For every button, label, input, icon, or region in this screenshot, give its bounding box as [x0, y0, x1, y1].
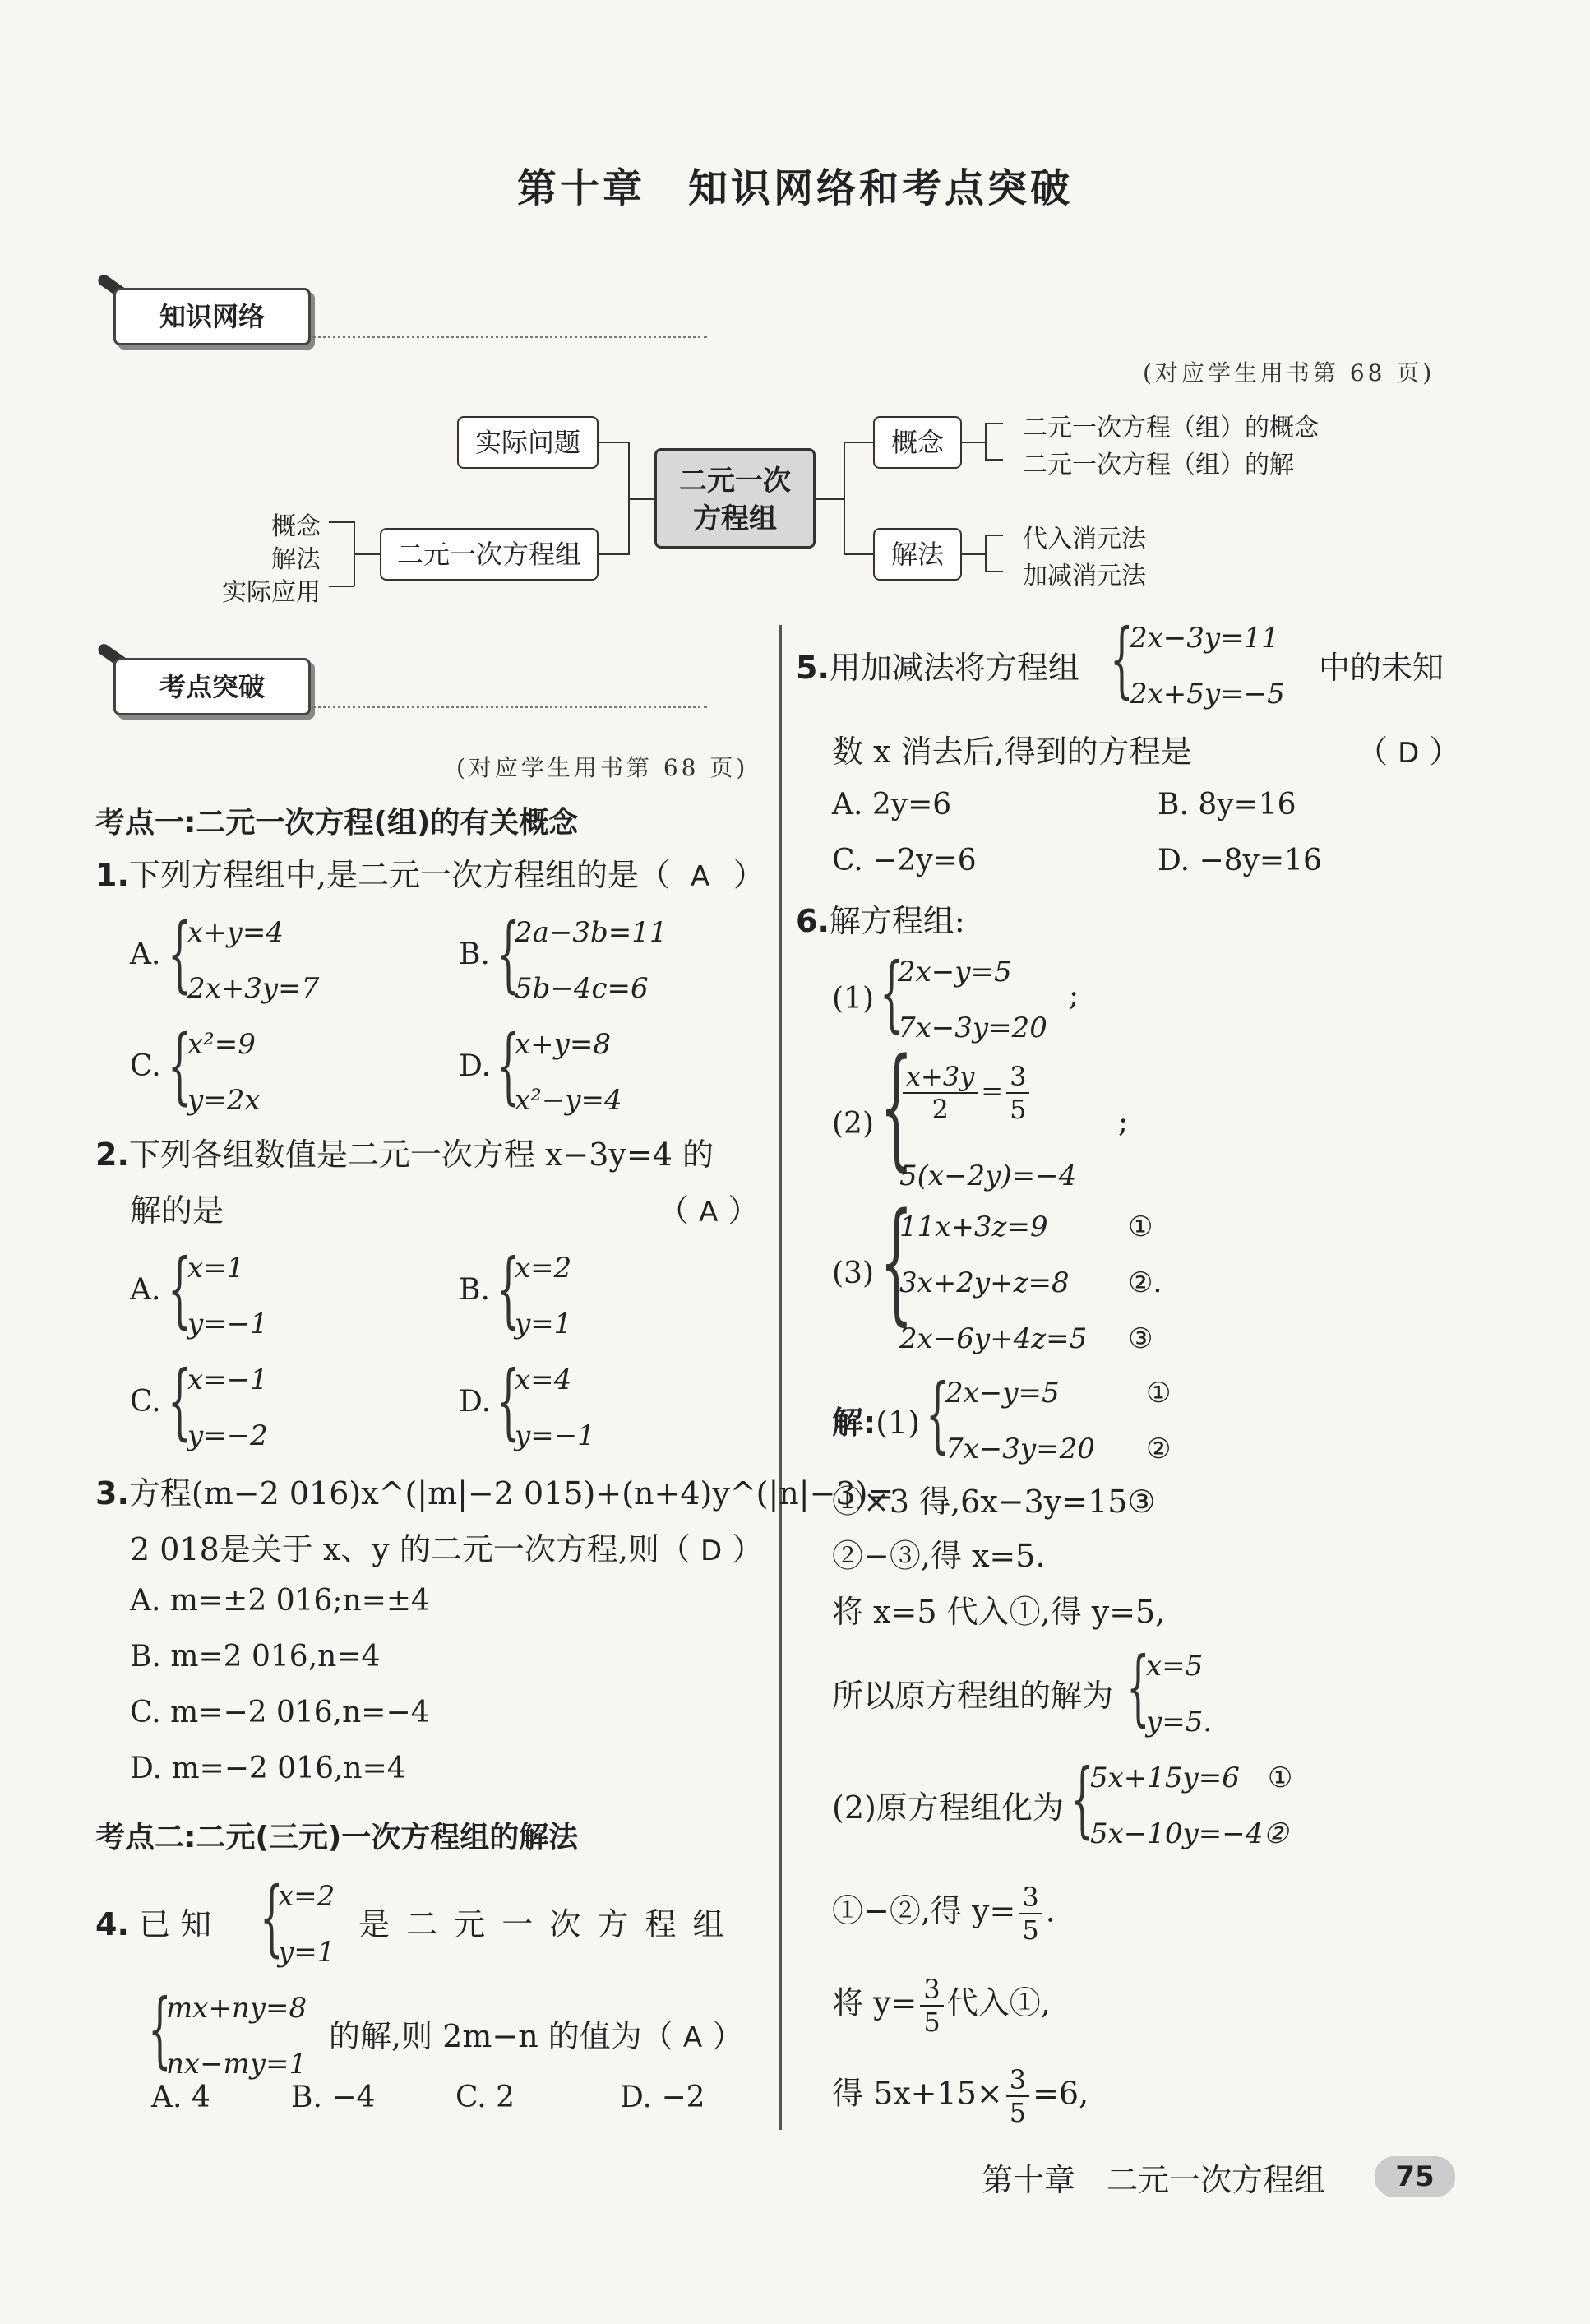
question-4-tail: 的解,则 2m−n 的值为（ A ）: [329, 2018, 744, 2054]
solution-step-1: ①×3 得,6x−3y=15③: [832, 1484, 1156, 1520]
diagram-node-concept: 概念: [873, 416, 962, 469]
option-system: x+y=4 2x+3y=7: [187, 916, 320, 1005]
solution-system-1: 2x−y=5 7x−3y=20: [945, 1377, 1095, 1465]
question-4: 4. 已 知: [95, 1906, 212, 1942]
divider: [312, 706, 707, 708]
semicolon: ;: [1118, 1105, 1129, 1139]
brace: {: [168, 1353, 192, 1449]
semicolon: ;: [1069, 979, 1079, 1012]
question-text: 下列各组数值是二元一次方程 x−3y=4 的: [128, 1137, 714, 1173]
solution-step-4: 所以原方程组的解为: [832, 1678, 1114, 1714]
solution-step-7: 将 y= $\frac{3}{5}$ 代入①,: [832, 1974, 1051, 2038]
solution-step-8: 得 5x+15× $\frac{3}{5}$ =6,: [832, 2064, 1089, 2128]
keypoint-2-heading: 考点二:二元(三元)一次方程组的解法: [95, 1821, 579, 1854]
center-line2: 方程组: [693, 502, 777, 535]
option-label: C.: [130, 1385, 161, 1419]
section-banner-knowledge: 知识网络: [113, 288, 311, 345]
option-d: D. −2: [620, 2081, 705, 2114]
option-b: B. −4: [291, 2081, 376, 2114]
brace: {: [880, 1184, 913, 1338]
answer-1: A: [691, 860, 710, 893]
question-text: 下列方程组中,是二元一次方程组的是（: [128, 857, 670, 893]
connector: [329, 521, 354, 523]
q4-equation-system: mx+ny=8 nx−my=1: [166, 1992, 307, 2081]
question-2: [95, 1133, 714, 1176]
solution-system-2: 5x+15y=6 ① 5x−10y=−4②: [1090, 1762, 1293, 1850]
question-number: 1.: [95, 857, 129, 893]
option-a: A. 2y=6: [832, 788, 952, 822]
diagram-center-node: [654, 448, 816, 549]
option-a: A. m=±2 016;n=±4: [130, 1584, 430, 1618]
brace: {: [497, 1241, 520, 1337]
solution-step-6: ①−②,得 y= $\frac{3}{5}$ .: [832, 1882, 1056, 1946]
connector: [985, 535, 1003, 536]
connector: [599, 442, 628, 443]
center-line1: 二元一次: [679, 465, 791, 498]
part-3-label: (3): [832, 1257, 874, 1290]
part-1-label: (1): [832, 982, 874, 1016]
close-paren: ）: [733, 857, 765, 893]
question-3-line2: 2 018是关于 x、y 的二元一次方程,则（ D ）: [130, 1531, 764, 1567]
diagram-node-practical: 实际问题: [457, 416, 599, 469]
connector: [354, 553, 380, 555]
question-2-line2: 解的是: [130, 1192, 224, 1229]
question-6: 6.解方程组:: [796, 903, 965, 939]
option-b: B. 8y=16: [1158, 788, 1296, 822]
option-label: D.: [459, 1385, 492, 1419]
brace: {: [880, 945, 904, 1041]
option-system: x=2 y=1: [515, 1252, 572, 1340]
leaf-left-1: 概念: [271, 512, 321, 541]
option-system: x=−1 y=−2: [187, 1363, 268, 1452]
connector: [962, 553, 985, 555]
option-c: C. −2y=6: [832, 844, 977, 877]
option-label: A.: [130, 1273, 161, 1307]
option-b: B. m=2 016,n=4: [130, 1640, 381, 1674]
question-4-text: 是 二 元 一 次 方 程 组: [358, 1906, 728, 1942]
connector: [844, 442, 845, 555]
option-d: D. −8y=16: [1158, 844, 1322, 877]
connector: [329, 586, 354, 587]
answer-paren: （ D ）: [1357, 734, 1461, 770]
brace: {: [926, 1366, 950, 1462]
connector: [844, 553, 873, 555]
brace: {: [497, 1353, 520, 1449]
brace: {: [1070, 1751, 1094, 1847]
option-system: x²=9 y=2x: [187, 1028, 261, 1117]
q6-equation: 5(x−2y)=−4: [899, 1160, 1077, 1192]
solution-label: 解:(1): [832, 1405, 921, 1441]
question-text: 方程(m−2 016)x^(|m|−2 015)+(n+4)y^(|n|−3)=: [128, 1475, 894, 1512]
column-divider: [779, 625, 782, 2130]
connector: [962, 442, 985, 443]
reference-note: (对应学生用书第 68 页): [1143, 359, 1435, 387]
part-2-label: (2): [832, 1107, 874, 1141]
connector: [985, 423, 1003, 424]
brace: {: [1110, 611, 1134, 707]
footer-chapter: 第十章 二元一次方程组: [982, 2162, 1326, 2198]
page-number: 75: [1375, 2156, 1455, 2197]
answer-5: D: [1398, 737, 1420, 770]
option-system: x+y=8 x²−y=4: [515, 1028, 622, 1117]
keypoint-1-heading: 考点一:二元一次方程(组)的有关概念: [95, 806, 579, 840]
question-1: [95, 854, 670, 896]
connector: [599, 553, 628, 555]
connector: [354, 521, 355, 586]
leaf-method-2: 加减消元法: [1023, 562, 1146, 590]
connector: [985, 459, 1003, 461]
option-label: D.: [459, 1049, 492, 1083]
question-number: 2.: [95, 1137, 129, 1173]
connector: [628, 498, 654, 500]
option-system: 2a−3b=11 5b−4c=6: [515, 916, 668, 1005]
leaf-left-3: 实际应用: [222, 578, 321, 607]
page-title: 第十章 知识网络和考点突破: [516, 165, 1073, 211]
brace: {: [168, 1017, 192, 1113]
q6-fraction-equation: $\frac{x+3y}{2}$ = $\frac{3}{5}$: [899, 1061, 1033, 1125]
reference-note: (对应学生用书第 68 页): [456, 754, 749, 781]
leaf-left-2: 解法: [271, 545, 321, 574]
q5-system: 2x−3y=11 2x+5y=−5: [1130, 622, 1285, 711]
brace: {: [497, 1017, 520, 1113]
question-3: [95, 1472, 894, 1515]
answer-2: A: [699, 1196, 719, 1229]
brace: {: [880, 1030, 913, 1183]
option-label: C.: [130, 1049, 161, 1083]
option-c: C. 2: [455, 2081, 515, 2114]
brace: {: [168, 905, 192, 1002]
solution-step-5: (2)原方程组化为: [832, 1789, 1064, 1826]
answer-3: D: [700, 1535, 723, 1567]
question-5-line2: 数 x 消去后,得到的方程是: [832, 734, 1192, 770]
solution-step-2: ②−③,得 x=5.: [832, 1538, 1046, 1574]
diagram-node-system: 二元一次方程组: [380, 528, 599, 581]
divider: [312, 336, 707, 338]
solution-step-3: 将 x=5 代入①,得 y=5,: [832, 1594, 1166, 1630]
equation-markers: ① ②. ③: [1128, 1211, 1162, 1355]
option-d: D. m=−2 016,n=4: [130, 1752, 406, 1785]
connector: [985, 423, 987, 461]
brace: {: [148, 1981, 172, 2077]
question-5-tail: 中的未知: [1319, 650, 1444, 686]
q6-system-3: 11x+3z=9 3x+2y+z=8 2x−6y+4z=5: [899, 1211, 1088, 1355]
equation-markers: ① ②: [1146, 1377, 1172, 1465]
option-a: A. 4: [151, 2081, 210, 2114]
question-5: 5.用加减法将方程组: [796, 650, 1079, 686]
q6-system-1: 2x−y=5 7x−3y=20: [898, 956, 1047, 1044]
answer-4: A: [682, 2021, 703, 2054]
solution-result: x=5 y=5.: [1146, 1650, 1213, 1738]
option-system: x=1 y=−1: [187, 1252, 268, 1340]
leaf-concept-2: 二元一次方程（组）的解: [1023, 451, 1294, 479]
option-c: C. m=−2 016,n=−4: [130, 1696, 430, 1729]
brace: {: [497, 905, 520, 1002]
connector: [985, 571, 1003, 572]
brace: {: [168, 1241, 192, 1337]
brace: {: [260, 1869, 284, 1965]
option-label: A.: [130, 937, 161, 971]
answer-paren: （ A ）: [658, 1192, 760, 1229]
leaf-concept-1: 二元一次方程（组）的概念: [1023, 414, 1319, 442]
diagram-node-method: 解法: [873, 528, 962, 581]
q4-solution-system: x=2 y=1: [278, 1880, 335, 1969]
section-banner-keypoints: 考点突破: [113, 658, 311, 715]
brace: {: [1126, 1639, 1150, 1735]
option-label: B.: [459, 937, 490, 971]
leaf-method-1: 代入消元法: [1023, 525, 1146, 553]
connector: [844, 442, 873, 443]
connector: [816, 498, 844, 500]
question-number: 3.: [95, 1475, 129, 1512]
connector: [985, 535, 987, 572]
option-label: B.: [459, 1273, 490, 1307]
option-system: x=4 y=−1: [515, 1363, 595, 1452]
